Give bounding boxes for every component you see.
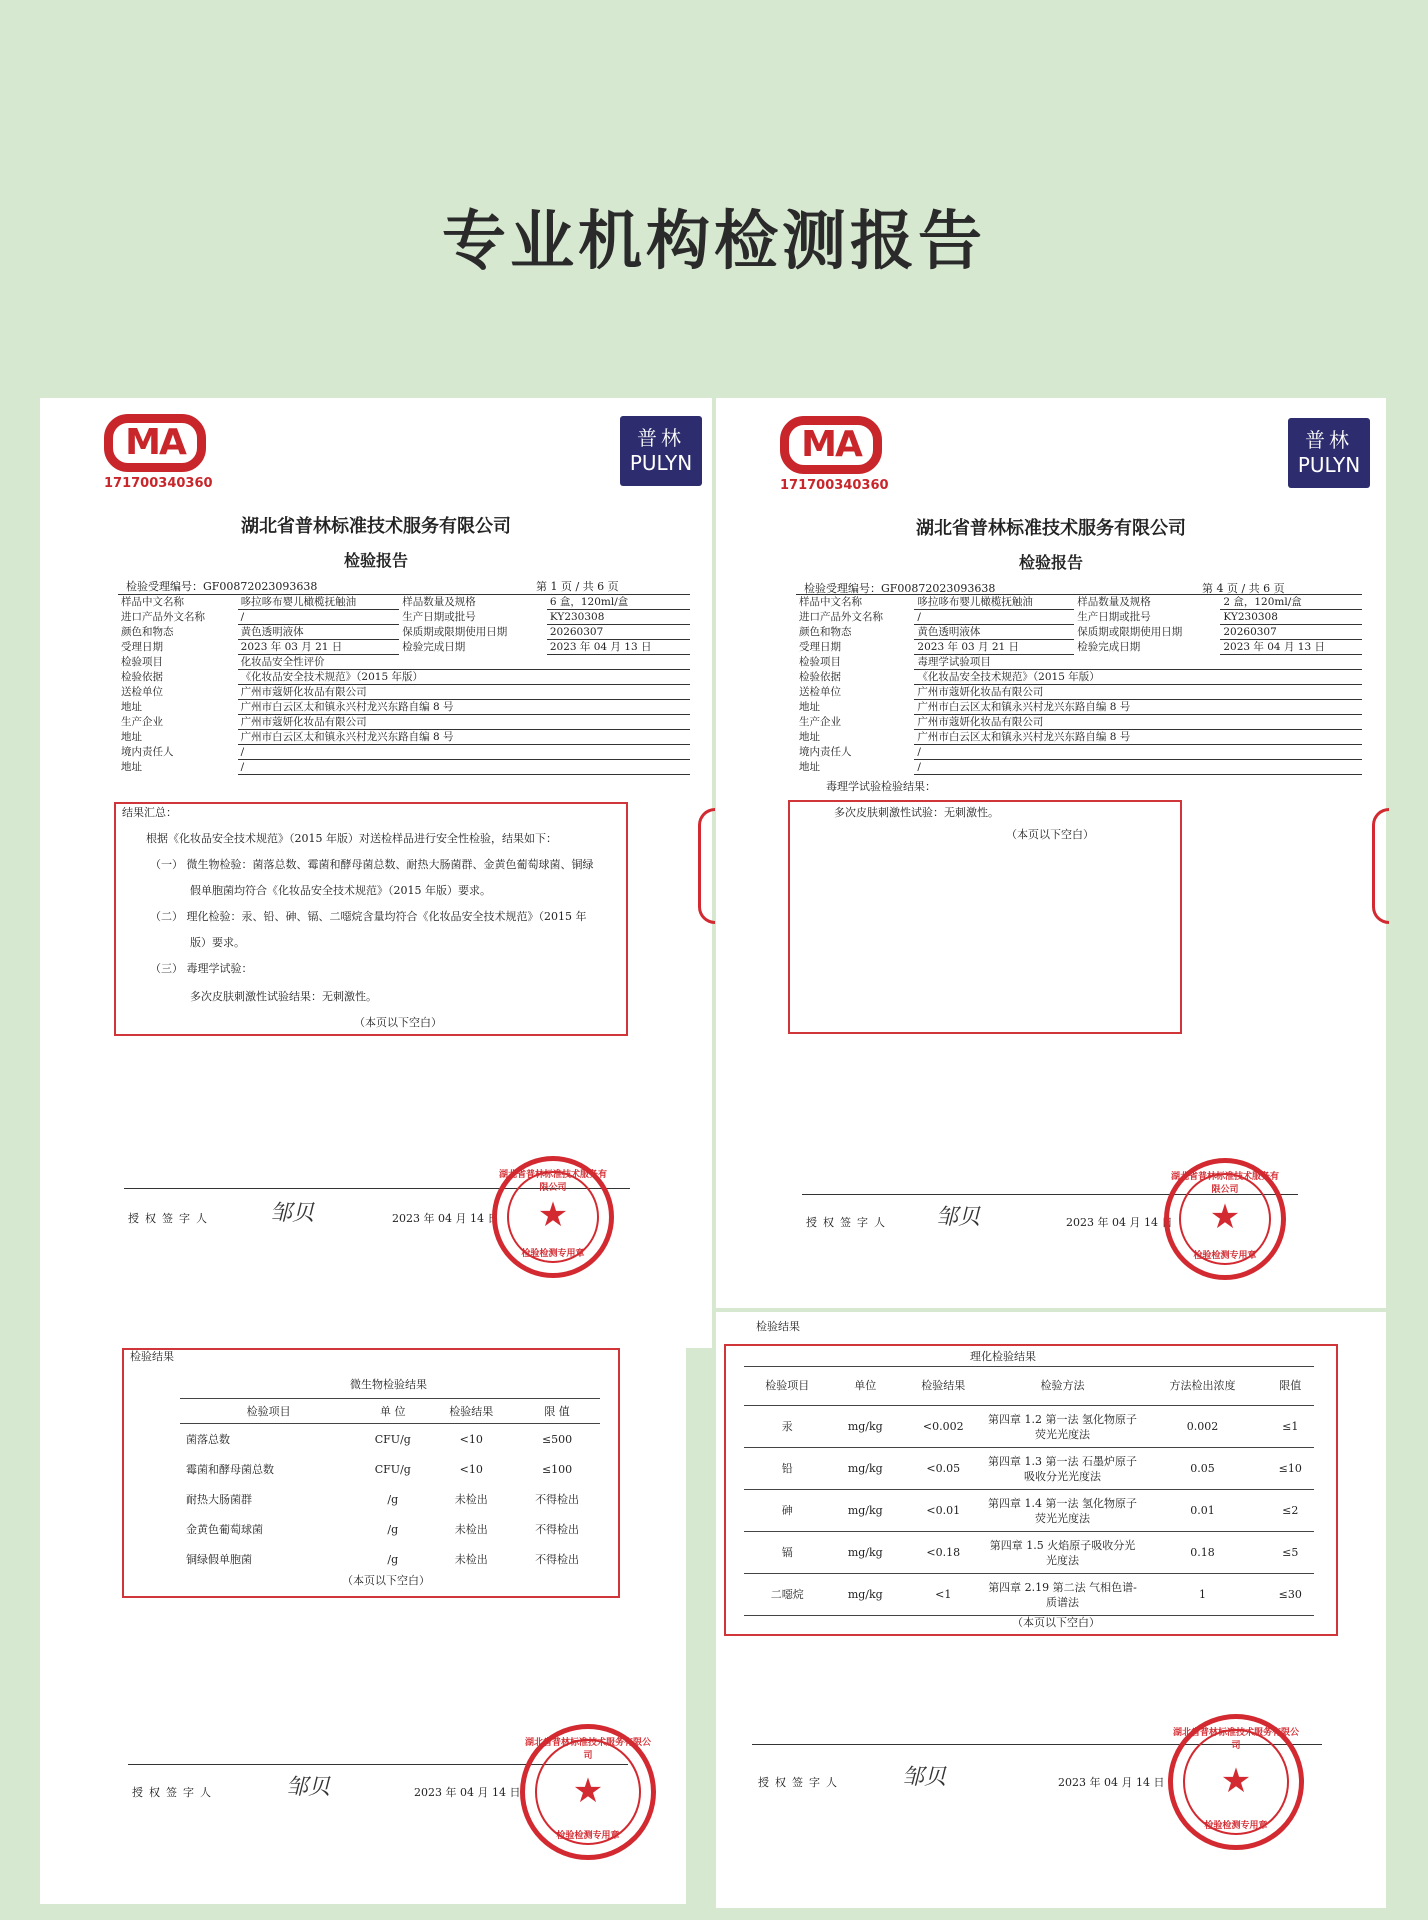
tox-result: 多次皮肤刺激性试验：无刺激性。 bbox=[834, 806, 999, 819]
table-cell: /g bbox=[387, 1552, 399, 1566]
pulyn-logo: 普林 PULYN bbox=[1288, 418, 1370, 488]
summary-title: 结果汇总： bbox=[122, 806, 177, 819]
table-cell: 未检出 bbox=[454, 1523, 488, 1536]
info-row bbox=[118, 595, 690, 610]
table-cell: /g bbox=[387, 1492, 399, 1506]
info-label: 受理日期 bbox=[121, 641, 163, 653]
page-label: 第 1 页 / 共 6 页 bbox=[536, 580, 619, 593]
info-label: 受理日期 bbox=[799, 641, 841, 653]
info-value: 广州市蔻妍化妆品有限公司 bbox=[238, 715, 690, 730]
cma-logo: MA 171700340360 bbox=[104, 414, 204, 491]
micro-results-page bbox=[40, 1344, 686, 1904]
info-value: 广州市白云区太和镇永兴村龙兴东路自编 8 号 bbox=[238, 700, 690, 715]
info-value: / bbox=[238, 760, 690, 775]
column-header: 检验项目 bbox=[180, 1399, 357, 1424]
table-cell: 第四章 1.2 第一法 氢化物原子荧光光度法 bbox=[987, 1406, 1139, 1448]
info-row bbox=[118, 655, 690, 670]
table-cell: 未检出 bbox=[454, 1553, 488, 1566]
column-header: 方法检出浓度 bbox=[1139, 1367, 1267, 1406]
info-value: 6 盒，120ml/盒 bbox=[547, 595, 690, 610]
info-value: / bbox=[238, 610, 400, 625]
table-cell: <10 bbox=[459, 1432, 483, 1446]
info-value: / bbox=[914, 610, 1074, 625]
section-label: 检验结果 bbox=[756, 1320, 800, 1333]
table-cell: <0.002 bbox=[900, 1406, 987, 1448]
table-cell: <0.18 bbox=[900, 1532, 987, 1574]
table-cell: 铅 bbox=[744, 1448, 831, 1490]
micro-table bbox=[180, 1398, 600, 1574]
column-header: 限值 bbox=[1267, 1367, 1314, 1406]
table-cell: mg/kg bbox=[831, 1574, 900, 1616]
signature-scrawl: 邹贝 bbox=[270, 1201, 315, 1226]
micro-title: 微生物检验结果 bbox=[350, 1378, 427, 1391]
info-label: 样品数量及规格 bbox=[402, 596, 476, 609]
info-row bbox=[118, 760, 690, 775]
info-row bbox=[796, 700, 1362, 715]
accept-number: 检验受理编号：GF00872023093638 bbox=[804, 582, 996, 595]
tox-title: 毒理学试验检验结果： bbox=[826, 780, 936, 793]
info-label: 样品中文名称 bbox=[799, 596, 862, 609]
page-label: 第 4 页 / 共 6 页 bbox=[1202, 582, 1285, 595]
info-value: 《化妆品安全技术规范》（2015 年版） bbox=[914, 670, 1362, 685]
section-label: 检验结果 bbox=[130, 1350, 174, 1363]
info-label: 境内责任人 bbox=[799, 746, 852, 758]
info-label: 保质期或限期使用日期 bbox=[1077, 626, 1183, 638]
info-label: 检验依据 bbox=[799, 671, 841, 683]
info-row bbox=[796, 760, 1362, 775]
info-label: 地址 bbox=[799, 761, 820, 773]
info-row bbox=[796, 595, 1362, 610]
info-row bbox=[796, 640, 1362, 655]
column-header: 检验结果 bbox=[428, 1399, 514, 1424]
info-label: 地址 bbox=[121, 731, 142, 743]
info-row bbox=[796, 730, 1362, 745]
table-row bbox=[744, 1490, 1314, 1532]
info-label: 样品数量及规格 bbox=[1077, 596, 1151, 609]
summary-line: （二） 理化检验：汞、铅、砷、镉、二噁烷含量均符合《化妆品安全技术规范》（2015 年 bbox=[150, 910, 587, 923]
summary-line: 版）要求。 bbox=[190, 936, 245, 949]
signature-label: 授权签字人 bbox=[758, 1776, 843, 1789]
info-row bbox=[796, 670, 1362, 685]
info-value: 毒理学试验项目 bbox=[914, 655, 1362, 670]
info-value: 黄色透明液体 bbox=[238, 625, 400, 640]
table-cell: 0.18 bbox=[1139, 1532, 1267, 1574]
signature-scrawl: 邹贝 bbox=[936, 1205, 981, 1230]
info-value: 哆拉哆布婴儿橄榄抚触油 bbox=[238, 595, 400, 610]
table-row bbox=[180, 1454, 600, 1484]
cma-logo: MA 171700340360 bbox=[780, 416, 880, 493]
info-label: 境内责任人 bbox=[121, 746, 174, 758]
info-label: 地址 bbox=[799, 701, 820, 713]
info-label: 进口产品外文名称 bbox=[799, 611, 883, 623]
signature-scrawl: 邹贝 bbox=[902, 1765, 947, 1790]
info-row bbox=[118, 640, 690, 655]
table-cell: ≤30 bbox=[1267, 1574, 1314, 1616]
table-cell: CFU/g bbox=[374, 1462, 411, 1476]
table-cell: <10 bbox=[459, 1462, 483, 1476]
info-value: KY230308 bbox=[547, 610, 690, 625]
table-row bbox=[744, 1406, 1314, 1448]
info-value: 20260307 bbox=[547, 625, 690, 640]
info-label: 生产企业 bbox=[799, 716, 841, 728]
info-label: 样品中文名称 bbox=[121, 596, 184, 609]
summary-line: （一） 微生物检验：菌落总数、霉菌和酵母菌总数、耐热大肠菌群、金黄色葡萄球菌、铜绿 bbox=[150, 858, 594, 871]
signature-date: 2023 年 04 月 14 日 bbox=[1066, 1216, 1173, 1229]
table-cell: 不得检出 bbox=[535, 1523, 580, 1536]
summary-line: （三） 毒理学试验： bbox=[150, 962, 253, 975]
info-value: / bbox=[914, 745, 1362, 760]
table-cell: 菌落总数 bbox=[186, 1433, 230, 1446]
info-row bbox=[118, 730, 690, 745]
seal-edge bbox=[698, 808, 715, 924]
summary-line: 根据《化妆品安全技术规范》（2015 年版）对送检样品进行安全性检验，结果如下： bbox=[146, 832, 557, 845]
column-header: 单 位 bbox=[357, 1399, 428, 1424]
info-value: 2023 年 04 月 13 日 bbox=[547, 640, 690, 655]
info-value: 广州市蔻妍化妆品有限公司 bbox=[238, 685, 690, 700]
signature-scrawl: 邹贝 bbox=[286, 1775, 331, 1800]
table-row bbox=[180, 1424, 600, 1455]
table-cell: <0.05 bbox=[900, 1448, 987, 1490]
table-cell: 第四章 1.4 第一法 氢化物原子荧光光度法 bbox=[987, 1490, 1139, 1532]
blank-note: （本页以下空白） bbox=[354, 1016, 442, 1029]
table-row bbox=[180, 1484, 600, 1514]
table-row bbox=[744, 1448, 1314, 1490]
column-header: 检验方法 bbox=[987, 1367, 1139, 1406]
blank-note: （本页以下空白） bbox=[1012, 1616, 1100, 1629]
info-value: / bbox=[914, 760, 1362, 775]
table-cell: ≤100 bbox=[541, 1462, 573, 1476]
info-value: KY230308 bbox=[1220, 610, 1362, 625]
table-cell: 金黄色葡萄球菌 bbox=[186, 1523, 263, 1536]
company-name: 湖北省普林标准技术服务有限公司 bbox=[241, 516, 511, 537]
table-cell: 第四章 1.5 火焰原子吸收分光光度法 bbox=[987, 1532, 1139, 1574]
info-value: 广州市白云区太和镇永兴村龙兴东路自编 8 号 bbox=[914, 700, 1362, 715]
table-cell: 0.002 bbox=[1139, 1406, 1267, 1448]
table-cell: 0.05 bbox=[1139, 1448, 1267, 1490]
table-cell: mg/kg bbox=[831, 1532, 900, 1574]
info-row bbox=[796, 655, 1362, 670]
table-cell: ≤500 bbox=[541, 1432, 573, 1446]
table-cell: 不得检出 bbox=[535, 1493, 580, 1506]
pulyn-logo: 普林 PULYN bbox=[620, 416, 702, 486]
info-label: 检验完成日期 bbox=[402, 641, 466, 653]
info-value: 20260307 bbox=[1220, 625, 1362, 640]
table-cell: 0.01 bbox=[1139, 1490, 1267, 1532]
official-seal: 湖北省普林标准技术服务有限公司 ★ 检验检测专用章 bbox=[1168, 1714, 1304, 1850]
info-row bbox=[796, 745, 1362, 760]
info-label: 送检单位 bbox=[121, 686, 163, 698]
info-label: 检验依据 bbox=[121, 671, 163, 683]
info-row bbox=[118, 625, 690, 640]
table-cell: 二噁烷 bbox=[744, 1574, 831, 1616]
report-title: 检验报告 bbox=[343, 551, 408, 570]
blank-note: （本页以下空白） bbox=[342, 1574, 430, 1587]
info-label: 颜色和物态 bbox=[799, 626, 852, 638]
column-header: 检验结果 bbox=[900, 1367, 987, 1406]
signature-label: 授权签字人 bbox=[806, 1216, 891, 1229]
official-seal: 湖北省普林标准技术服务有限公司 ★ 检验检测专用章 bbox=[1164, 1158, 1286, 1280]
info-value: 2023 年 03 月 21 日 bbox=[914, 640, 1074, 655]
table-cell: 镉 bbox=[744, 1532, 831, 1574]
info-label: 地址 bbox=[121, 761, 142, 773]
info-row bbox=[796, 625, 1362, 640]
info-row bbox=[796, 610, 1362, 625]
info-label: 地址 bbox=[799, 731, 820, 743]
summary-line: 假单胞菌均符合《化妆品安全技术规范》（2015 年版）要求。 bbox=[190, 884, 491, 897]
info-label: 检验项目 bbox=[121, 656, 163, 668]
table-row bbox=[744, 1574, 1314, 1616]
column-header: 限 值 bbox=[514, 1399, 600, 1424]
table-row bbox=[180, 1514, 600, 1544]
info-row bbox=[118, 745, 690, 760]
table-cell: ≤5 bbox=[1267, 1532, 1314, 1574]
report-page-1 bbox=[40, 398, 712, 1348]
signature-date: 2023 年 04 月 14 日 bbox=[392, 1212, 499, 1225]
chem-title: 理化检验结果 bbox=[970, 1350, 1036, 1363]
blank-note: （本页以下空白） bbox=[1006, 828, 1094, 841]
signature-label: 授权签字人 bbox=[128, 1212, 213, 1225]
info-value: 哆拉哆布婴儿橄榄抚触油 bbox=[914, 595, 1074, 610]
table-cell: ≤1 bbox=[1267, 1406, 1314, 1448]
sample-info-table bbox=[796, 594, 1362, 775]
info-value: 黄色透明液体 bbox=[914, 625, 1074, 640]
table-row bbox=[180, 1544, 600, 1574]
info-row bbox=[118, 610, 690, 625]
table-cell: /g bbox=[387, 1522, 399, 1536]
table-cell: CFU/g bbox=[374, 1432, 411, 1446]
table-cell: 未检出 bbox=[454, 1493, 488, 1506]
info-value: 2 盒，120ml/盒 bbox=[1220, 595, 1362, 610]
table-cell: 耐热大肠菌群 bbox=[186, 1493, 252, 1506]
info-row bbox=[118, 670, 690, 685]
table-cell: mg/kg bbox=[831, 1490, 900, 1532]
info-label: 送检单位 bbox=[799, 686, 841, 698]
info-label: 检验项目 bbox=[799, 656, 841, 668]
signature-date: 2023 年 04 月 14 日 bbox=[414, 1786, 521, 1799]
info-label: 生产日期或批号 bbox=[402, 611, 476, 623]
column-header: 检验项目 bbox=[744, 1367, 831, 1406]
info-value: / bbox=[238, 745, 690, 760]
info-value: 2023 年 04 月 13 日 bbox=[1220, 640, 1362, 655]
info-row bbox=[118, 715, 690, 730]
table-cell: <0.01 bbox=[900, 1490, 987, 1532]
chem-results-page bbox=[716, 1312, 1386, 1908]
report-page-4 bbox=[716, 398, 1386, 1308]
info-label: 进口产品外文名称 bbox=[121, 611, 205, 623]
table-cell: ≤10 bbox=[1267, 1448, 1314, 1490]
official-seal: 湖北省普林标准技术服务有限公司 ★ 检验检测专用章 bbox=[492, 1156, 614, 1278]
signature-label: 授权签字人 bbox=[132, 1786, 217, 1799]
report-title: 检验报告 bbox=[1018, 553, 1083, 572]
table-cell: 汞 bbox=[744, 1406, 831, 1448]
info-label: 保质期或限期使用日期 bbox=[402, 626, 508, 638]
table-cell: 霉菌和酵母菌总数 bbox=[186, 1463, 274, 1476]
info-label: 地址 bbox=[121, 701, 142, 713]
table-row bbox=[744, 1532, 1314, 1574]
info-value: 《化妆品安全技术规范》（2015 年版） bbox=[238, 670, 690, 685]
table-cell: 砷 bbox=[744, 1490, 831, 1532]
info-value: 2023 年 03 月 21 日 bbox=[238, 640, 400, 655]
table-cell: 不得检出 bbox=[535, 1553, 580, 1566]
company-name: 湖北省普林标准技术服务有限公司 bbox=[916, 518, 1186, 539]
seal-edge bbox=[1372, 808, 1389, 924]
table-cell: <1 bbox=[900, 1574, 987, 1616]
table-cell: 铜绿假单胞菌 bbox=[186, 1553, 252, 1566]
info-label: 生产企业 bbox=[121, 716, 163, 728]
info-label: 生产日期或批号 bbox=[1077, 611, 1151, 623]
table-cell: mg/kg bbox=[831, 1406, 900, 1448]
info-label: 颜色和物态 bbox=[121, 626, 174, 638]
info-value: 广州市蔻妍化妆品有限公司 bbox=[914, 715, 1362, 730]
table-cell: 第四章 2.19 第二法 气相色谱-质谱法 bbox=[987, 1574, 1139, 1616]
accept-number: 检验受理编号：GF00872023093638 bbox=[126, 580, 318, 593]
column-header: 单位 bbox=[831, 1367, 900, 1406]
table-cell: mg/kg bbox=[831, 1448, 900, 1490]
info-row bbox=[796, 685, 1362, 700]
table-cell: ≤2 bbox=[1267, 1490, 1314, 1532]
info-row bbox=[796, 715, 1362, 730]
sample-info-table bbox=[118, 594, 690, 775]
chem-table bbox=[744, 1366, 1314, 1616]
info-label: 检验完成日期 bbox=[1077, 641, 1141, 653]
info-row bbox=[118, 700, 690, 715]
info-value: 广州市白云区太和镇永兴村龙兴东路自编 8 号 bbox=[238, 730, 690, 745]
page-title: 专业机构检测报告 bbox=[442, 205, 986, 279]
info-row bbox=[118, 685, 690, 700]
info-value: 化妆品安全性评价 bbox=[238, 655, 690, 670]
table-cell: 第四章 1.3 第一法 石墨炉原子吸收分光光度法 bbox=[987, 1448, 1139, 1490]
official-seal: 湖北省普林标准技术服务有限公司 ★ 检验检测专用章 bbox=[520, 1724, 656, 1860]
info-value: 广州市白云区太和镇永兴村龙兴东路自编 8 号 bbox=[914, 730, 1362, 745]
info-value: 广州市蔻妍化妆品有限公司 bbox=[914, 685, 1362, 700]
tox-result-box bbox=[788, 800, 1182, 1034]
summary-line: 多次皮肤刺激性试验结果：无刺激性。 bbox=[190, 990, 377, 1003]
table-cell: 1 bbox=[1139, 1574, 1267, 1616]
signature-date: 2023 年 04 月 14 日 bbox=[1058, 1776, 1165, 1789]
